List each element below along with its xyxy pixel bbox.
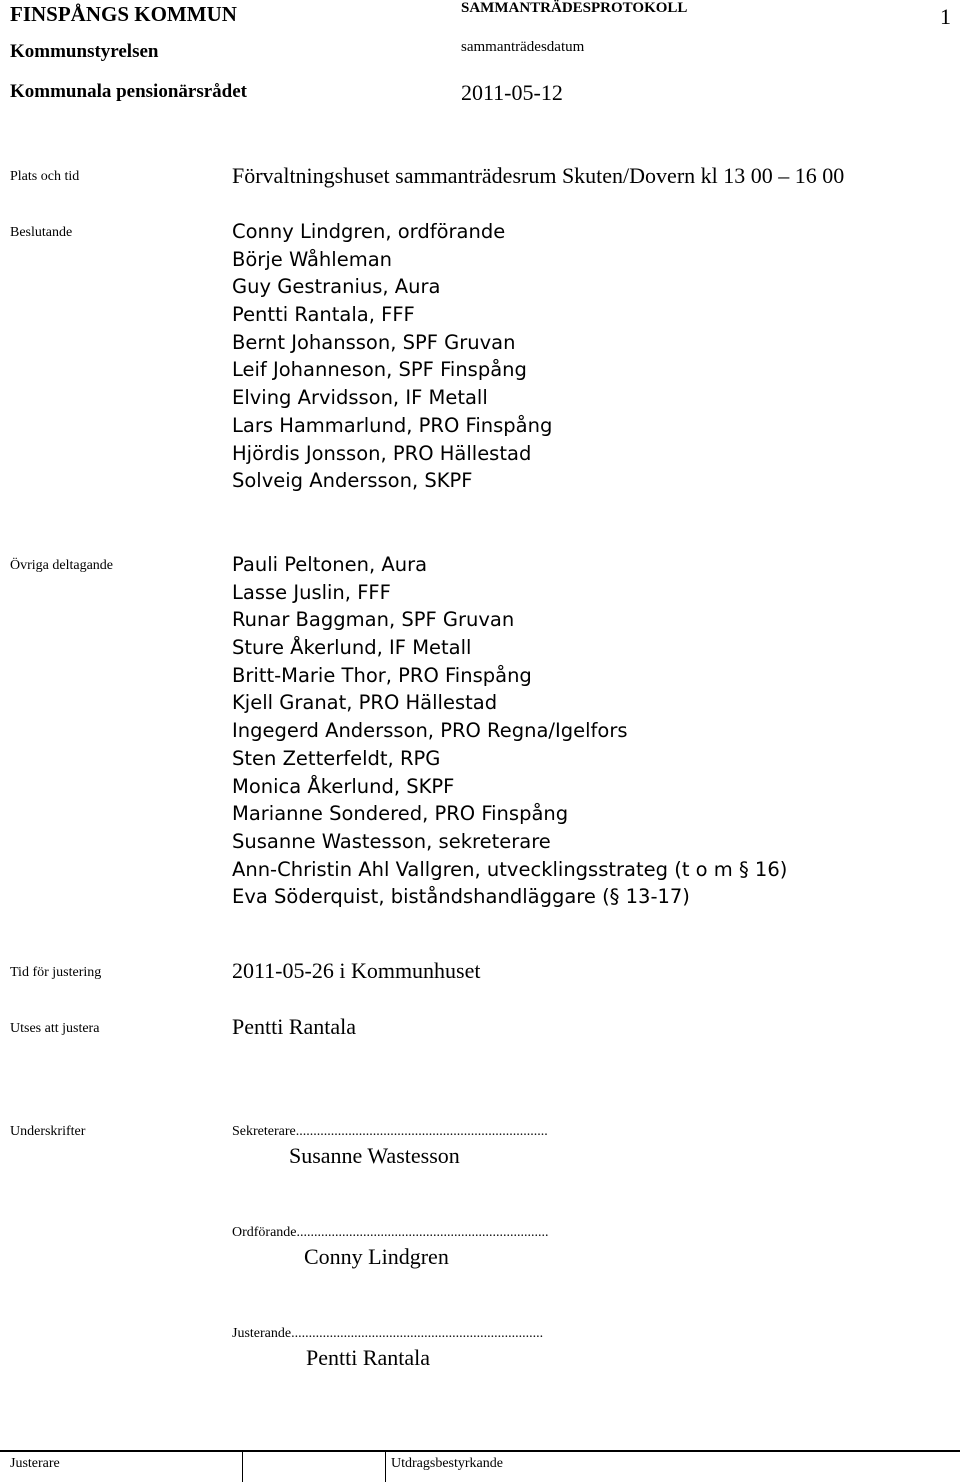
list-item: Monica Åkerlund, SKPF [232, 774, 455, 798]
adjustment-time-label: Tid för justering [10, 965, 102, 980]
list-item: Susanne Wastesson, sekreterare [232, 829, 551, 853]
list-item: Conny Lindgren, ordförande [232, 220, 506, 243]
list-item: Eva Söderquist, biståndshandläggare (§ 13-17) [232, 885, 690, 909]
list-item: Runar Baggman, SPF Gruvan [232, 608, 515, 632]
page-number: 1 [940, 4, 951, 29]
list-item: Britt-Marie Thor, PRO Finspång [232, 663, 532, 687]
adjuster-signature-line: Justerande........................................................................ [232, 1326, 544, 1341]
footer-certification-cell [385, 1452, 959, 1482]
signatures-label: Underskrifter [10, 1124, 86, 1139]
list-item: Lars Hammarlund, PRO Finspång [232, 413, 553, 437]
chair-name: Conny Lindgren [304, 1244, 449, 1269]
list-item: Lasse Juslin, FFF [232, 580, 391, 604]
list-item: Sture Åkerlund, IF Metall [232, 636, 472, 660]
place-value: Förvaltningshuset sammanträdesrum Skuten/Dovern kl 13 00 – 16 00 [232, 163, 845, 188]
list-item: Pauli Peltonen, Aura [232, 553, 428, 576]
place-label: Plats och tid [10, 169, 80, 184]
board-name: Kommunstyrelsen [10, 41, 159, 62]
footer-adjusters-label: Justerare [10, 1456, 60, 1471]
list-item: Sten Zetterfeldt, RPG [232, 746, 441, 770]
meeting-date: 2011-05-12 [461, 80, 563, 105]
list-item: Hjördis Jonsson, PRO Hällestad [232, 441, 532, 465]
list-item: Leif Johanneson, SPF Finspång [232, 358, 527, 382]
list-item: Bernt Johansson, SPF Gruvan [232, 330, 516, 354]
footer-adjusters-cell [0, 1452, 243, 1482]
other-participants-list [232, 551, 787, 911]
list-item: Kjell Granat, PRO Hällestad [232, 691, 498, 715]
adjustment-time-value: 2011-05-26 i Kommunhuset [232, 958, 481, 983]
list-item: Ingegerd Andersson, PRO Regna/Igelfors [232, 719, 628, 743]
list-item: Solveig Andersson, SKPF [232, 469, 473, 493]
meeting-date-label: sammanträdesdatum [461, 39, 585, 55]
deciding-members-list [232, 218, 552, 495]
footer-certification-label: Utdragsbestyrkande [391, 1456, 503, 1471]
list-item: Börje Wåhleman [232, 247, 392, 271]
list-item: Guy Gestranius, Aura [232, 275, 441, 299]
secretary-name: Susanne Wastesson [289, 1143, 460, 1168]
list-item: Elving Arvidsson, IF Metall [232, 386, 488, 410]
list-item: Pentti Rantala, FFF [232, 303, 415, 327]
footer-blank-cell [242, 1452, 386, 1482]
secretary-signature-line: Sekreterare........................................................................ [232, 1124, 548, 1139]
list-item: Marianne Sondered, PRO Finspång [232, 802, 569, 826]
adjuster-label: Utses att justera [10, 1021, 100, 1036]
adjuster-value: Pentti Rantala [232, 1014, 357, 1039]
council-name: Kommunala pensionärsrådet [10, 81, 247, 102]
adjuster-name: Pentti Rantala [306, 1345, 431, 1370]
others-label: Övriga deltagande [10, 558, 114, 573]
deciding-label: Beslutande [10, 225, 73, 240]
footer-table [0, 1450, 960, 1482]
chair-signature-line: Ordförande........................................................................ [232, 1225, 549, 1240]
municipality-name: FINSPÅNGS KOMMUN [10, 2, 237, 26]
document-type: SAMMANTRÄDESPROTOKOLL [461, 0, 688, 16]
list-item: Ann-Christin Ahl Vallgren, utvecklingsstrateg (t o m § 16) [232, 857, 788, 881]
